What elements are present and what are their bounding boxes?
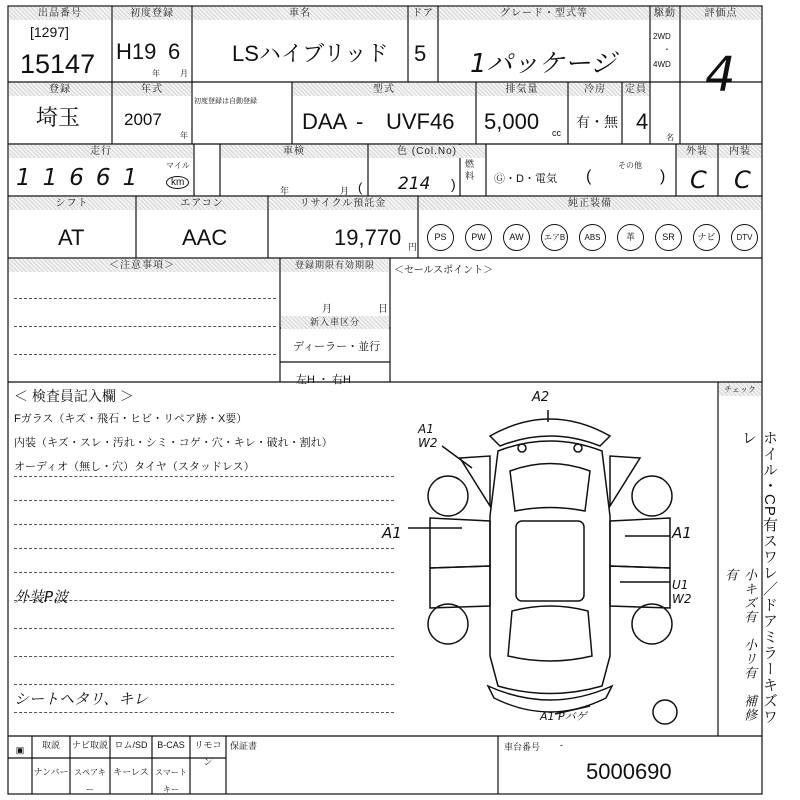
equipment-header: 純正装備 [419,197,761,210]
handwritten-a1-right: A1 [672,524,692,542]
exterior-value: C [690,166,707,194]
equipment-leather: 革 [617,224,644,251]
chassis-number: 5000690 [586,759,672,784]
interior-value: C [734,166,751,194]
inspector-line [14,656,394,657]
exterior-header: 外装 [677,145,717,158]
inspector-audio-line: オーディオ（無し・穴）タイヤ（スタッドレス） [14,461,255,473]
displacement-header: 排気量 [477,83,567,96]
drive-dot: ・ [663,45,671,54]
first-reg-month: 6 [168,39,181,64]
doors-value: 5 [414,41,427,66]
handwritten-a1-left: A1 [382,524,402,542]
lot-number: 15147 [20,49,96,79]
notes-header: ＜注意事項＞ [9,259,279,272]
first-reg-header: 初度登録 [113,7,191,20]
registration-header: 登録 [9,83,111,96]
equipment-pw: PW [465,224,492,251]
inspection-header: 車検 [221,145,367,158]
model-header: 型式 [293,83,475,96]
fuel-label: 燃料 [465,159,475,181]
notes-line [14,298,276,299]
mileage-digit: 1 [42,165,70,191]
drive-4wd: 4WD [653,60,671,69]
capacity-header: 定員 [625,84,647,95]
color-header: 色 (Col.No) [369,145,485,158]
mileage-km-unit: km [166,176,189,189]
model-prefix: DAA [302,109,348,134]
mileage-digit: 6 [69,165,96,191]
shift-value: AT [58,225,85,250]
equipment-navi: ナビ [693,224,720,251]
inspection-month-unit: 月 [340,186,350,196]
chassis-dash: - [560,740,563,750]
mileage-header: 走行 [9,145,193,158]
reg-expiry-month: 月 [322,304,332,315]
inspector-line [14,600,394,601]
model-dash: - [356,109,364,134]
sales-points-header: ＜セールスポイント＞ [394,265,494,276]
notes-line [14,354,276,355]
inspector-line [14,548,394,549]
lot-bracket: [1297] [30,24,69,40]
check-header: チェック [719,383,761,396]
grade-header: グレード・型式等 [439,7,649,20]
displacement-value: 5,000 [484,109,540,134]
model-year-header: 年式 [113,83,191,96]
steering-option: 左H ・ 右H [296,374,351,386]
fuel-other: その他 [618,161,642,170]
bottom-label-rom-sd: ロム/SD [114,740,148,750]
inspector-line [14,712,394,713]
equipment-aw: AW [503,224,530,251]
car-name: LSハイブリッド [232,41,389,66]
inspector-line [14,524,394,525]
mileage-digit: 6 [95,165,123,191]
color-paren-close: ) [451,176,456,192]
equipment-dtv: DTV [731,224,758,251]
inspector-line [14,684,394,685]
bottom-label-keyless: キーレス [113,767,149,777]
lot-header: 出品番号 [9,7,111,20]
bottom-label-manual: 取説 [41,740,60,750]
recycle-header: リサイクル預託金 [269,197,417,210]
inspection-year-unit: 年 [280,186,290,196]
inspection-paren: ( [358,180,363,195]
first-reg-era: H19 [116,39,157,64]
score-header: 評価点 [681,7,761,20]
capacity-unit: 名 [666,133,674,142]
aircon-value: AAC [182,225,228,250]
auto-reg-note: 初度登録は自動登録 [194,98,257,105]
chassis-label: 車台番号 [504,742,541,752]
dealer-option: ディーラー・並行 [293,341,381,353]
ac-header: 冷房 [569,83,621,96]
doors-header: ドア [409,7,437,20]
inspector-interior-line: 内装（キズ・スレ・汚れ・シミ・コゲ・穴・キレ・破れ・割れ） [14,437,333,449]
bottom-stamp-icon: ▣ [15,745,25,755]
model-year-value: 2007 [124,110,162,129]
drive-2wd: 2WD [653,32,671,41]
import-header: 新入車区分 [281,316,389,329]
capacity-value: 4 [636,109,649,134]
recycle-value: 19,770 [334,225,402,250]
side-note-repairs: 小キズ有 小リ有 補修有 [722,568,756,722]
car-name-header: 車名 [193,7,407,20]
inspector-glass-line: Fガラス（キズ・飛石・ヒビ・リペア跡・X要） [14,413,248,425]
month-unit: 月 [180,69,188,78]
equipment-ps: PS [427,224,454,251]
reg-expiry-day: 日 [378,304,388,315]
warranty-label: 保証書 [230,741,258,751]
handwritten-seat-note: シートヘタリ、キレ [14,690,149,708]
displacement-unit: cc [552,128,561,138]
handwritten-a2-top: A2 [532,390,550,405]
bottom-label-navi-manual: ナビ取説 [71,740,108,750]
notes-line [14,326,276,327]
shift-header: シフト [9,197,135,210]
bottom-label-smart-key: スマートキー [155,768,187,794]
aircon-header: エアコン [137,197,267,210]
drive-header: 駆動 [651,7,679,20]
handwritten-u1-w2: U1 W2 [672,578,692,606]
reg-expiry-header: 登録期限有効期限 [281,259,389,272]
color-code: 214 [398,174,431,194]
mileage-digit: 1 [122,165,150,191]
equipment-sr: SR [655,224,682,251]
registration-value: 埼玉 [36,105,81,130]
mileage-mile-unit: マイル [166,161,190,170]
mileage-digit: 1 [16,165,43,191]
grade-value: 1パッケージ [470,49,617,79]
mileage-digits [16,166,149,190]
equipment-abs: ABS [579,224,606,251]
inspector-header: ＜ 検査員記入欄 ＞ [14,388,134,404]
model-code: UVF46 [386,109,455,134]
model-year-unit: 年 [180,131,188,140]
bottom-label-remote: リモコン [194,740,222,767]
handwritten-a1-p-bottom: A1 Pバゲ [540,710,587,723]
bottom-label-bcas: B-CAS [157,740,185,750]
ac-option: 有・無 [576,114,618,130]
fuel-paren-close: ) [660,168,666,185]
fuel-options: Ⓖ・D・電気 [494,173,557,185]
handwritten-exterior-note: 外装P波 [14,588,69,606]
inspector-line [14,476,394,477]
side-note-wheel: ホイル・CP有スワレ／ドアミラーキズワレ [740,430,778,725]
bottom-label-spare-key: スペアキー [74,768,106,794]
interior-header: 内装 [719,145,761,158]
fuel-paren-open: ( [586,168,592,185]
year-unit: 年 [152,69,160,78]
equipment-airbag: エアB [541,224,568,251]
handwritten-a1-w2: A1 W2 [418,422,438,450]
bottom-label-plate: ナンバー [33,767,69,777]
inspector-line [14,572,394,573]
recycle-unit: 円 [408,242,418,252]
inspector-line [14,628,394,629]
inspector-line [14,500,394,501]
score-value: 4 [705,47,736,103]
